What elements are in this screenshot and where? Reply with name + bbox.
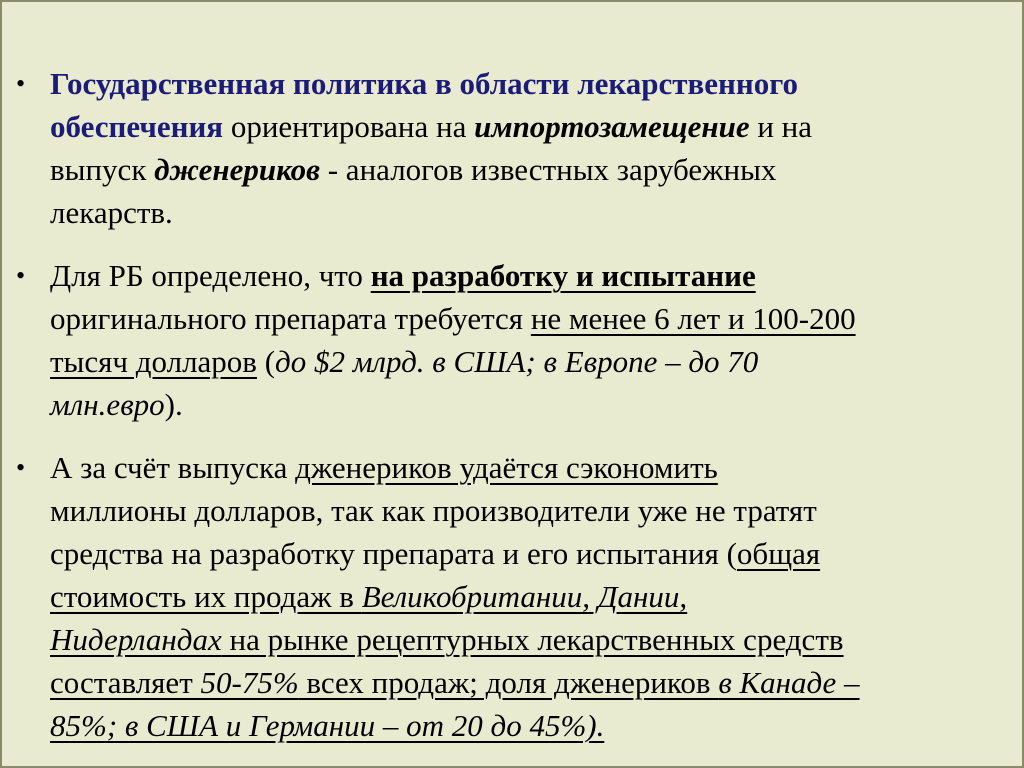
bullet-icon: • <box>16 69 26 98</box>
text-line <box>50 254 1014 297</box>
plain-text: оригинального препарата требуется <box>50 301 531 336</box>
text-line <box>50 661 1014 704</box>
emphasis-text: импортозамещение <box>474 109 750 144</box>
text-line <box>50 148 1014 191</box>
bullet-item-rb-development <box>2 254 1024 426</box>
plain-text: ). <box>164 387 183 422</box>
underlined-text: не менее 6 лет и 100-200 <box>530 301 856 336</box>
underlined-text: на рынке рецептурных лекарственных средств <box>221 622 844 657</box>
plain-text: Для РБ определено, что <box>50 258 371 293</box>
underlined-text: общая <box>736 536 821 571</box>
text-line <box>50 62 1014 105</box>
bullet-item-state-policy <box>2 62 1024 234</box>
plain-text: А за счёт выпуска <box>50 450 296 485</box>
plain-text: лекарств. <box>50 195 173 230</box>
italic-text: до $2 млрд. в США; в Европе – до 70 <box>275 344 759 379</box>
text-line <box>50 340 1014 383</box>
plain-text: ориентирована на <box>223 109 475 144</box>
plain-text: и на <box>749 109 813 144</box>
underlined-text: всех продаж; доля дженериков <box>298 665 719 700</box>
text-line <box>50 191 1014 234</box>
plain-text: выпуск <box>50 152 155 187</box>
italic-underlined-text: Нидерландах <box>50 622 222 657</box>
bullet-list <box>2 62 1024 767</box>
text-line <box>50 297 1014 340</box>
text-line <box>50 532 1014 575</box>
italic-underlined-text: 85%; в США и Германии – от 20 до 45%). <box>50 708 605 743</box>
underlined-text: стоимость их продаж в <box>50 579 362 614</box>
highlight-text: Государственная политика в области лекарственного <box>50 66 798 101</box>
bullet-icon: • <box>16 453 26 482</box>
plain-text: ( <box>256 344 276 379</box>
underlined-text: дженериков удаётся сэкономить <box>295 450 718 485</box>
text-line <box>50 383 1014 426</box>
emphasis-text: на разработку и испытание <box>370 258 756 293</box>
underlined-text: тысяч долларов <box>50 344 257 379</box>
italic-text: млн.евро <box>50 387 165 422</box>
italic-underlined-text: 50-75% <box>200 665 299 700</box>
text-line <box>50 704 1014 747</box>
text-line <box>50 618 1014 661</box>
text-line <box>50 105 1014 148</box>
italic-underlined-text: в Канаде – <box>718 665 860 700</box>
text-line <box>50 575 1014 618</box>
highlight-text: обеспечения <box>50 109 224 144</box>
text-line <box>50 446 1014 489</box>
bullet-icon: • <box>16 261 26 290</box>
italic-underlined-text: Великобритании, Дании, <box>361 579 688 614</box>
emphasis-text: дженериков <box>154 152 320 187</box>
bullet-item-generics-savings <box>2 446 1024 747</box>
underlined-text: составляет <box>50 665 201 700</box>
plain-text: средства на разработку препарата и его испытания ( <box>50 536 737 571</box>
plain-text: - аналогов известных зарубежных <box>319 152 777 187</box>
plain-text: миллионы долларов, так как производители уже не тратят <box>50 493 817 528</box>
text-line <box>50 489 1014 532</box>
